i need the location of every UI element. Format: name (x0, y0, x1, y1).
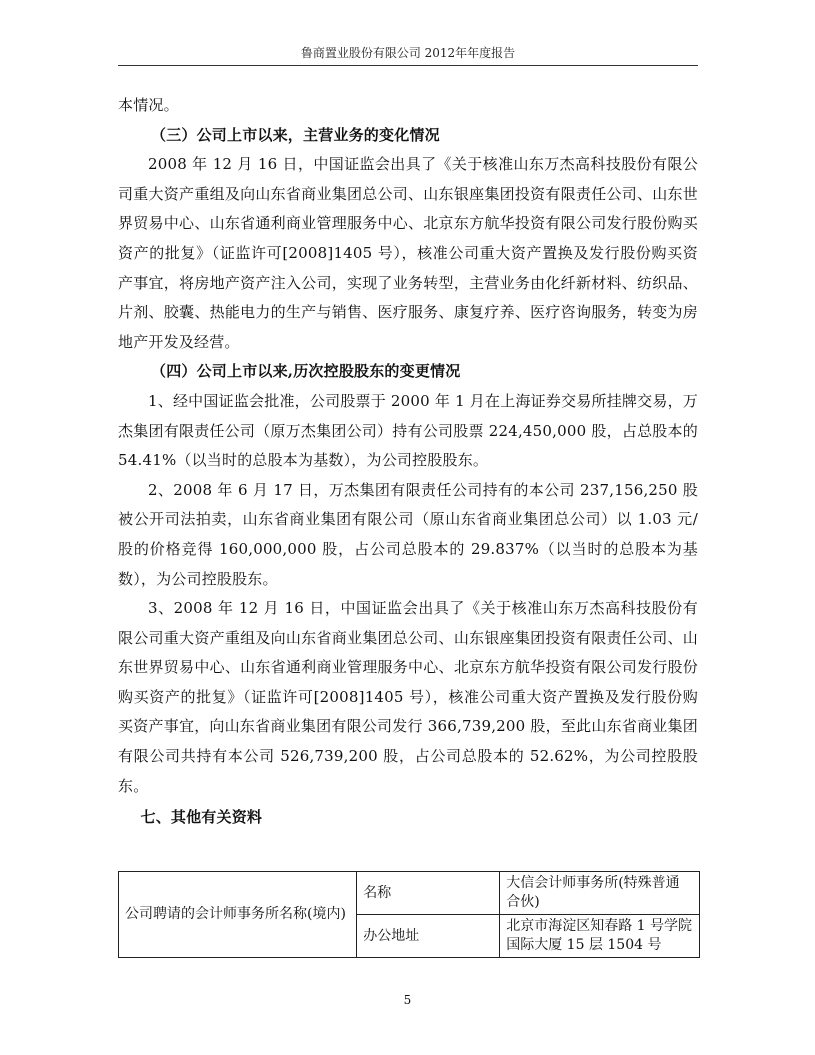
paragraph-continuation: 本情况。 (118, 96, 179, 114)
page-number: 5 (403, 993, 412, 1007)
paragraph-shareholder-1: 1、经中国证监会批准，公司股票于 2000 年 1 月在上海证券交易所挂牌交易，万杰集团有限责任公司（原万杰集团公司）持有公司股票 224,450,000 股，占总股本的 54.41%（以当时的总股本为基数），为公司控股股东。 (118, 391, 698, 470)
section-heading-3: （三）公司上市以来，主营业务的变化情况 (151, 125, 440, 144)
report-header: 鲁商置业股份有限公司 2012年年度报告 (300, 46, 516, 60)
paragraph-business-change: 2008 年 12 月 16 日，中国证监会出具了《关于核准山东万杰高科技股份有限公司重大资产重组及向山东省商业集团总公司、山东银座集团投资有限责任公司、山东世界贸易中心、山东省通利商业管理服务中心、北京东方航华投资有限公司发行股份购买资产的批复》（证监许可[2008]1405 号），核准公司重大资产置换及发行股份购买资产事宜，将房地产资产注入公司，实现了业务转型，主营业务由化纤新材料、纺织品、片剂、胶囊、热能电力的生产与销售、医疗服务、康复疗养、医疗咨询服务，转变为房地产开发及经营。 (118, 155, 698, 351)
paragraph-shareholder-3: 3、2008 年 12 月 16 日，中国证监会出具了《关于核准山东万杰高科技股份有限公司重大资产重组及向山东省商业集团总公司、山东银座集团投资有限责任公司、山东世界贸易中心、山东省通利商业管理服务中心、北京东方航华投资有限公司发行股份购买资产的批复》（证监许可[2008]1405 号），核准公司重大资产置换及发行股份购买资产事宜，向山东省商业集团有限公司发行 366,739,200 股，至此山东省商业集团有限公司共持有本公司 526,739,200 股，占公司总股本的 52.62%，为公司控股股东。 (118, 599, 698, 795)
header-divider (118, 65, 698, 66)
firm-address-value: 北京市海淀区知春路 1 号学院国际大厦 15 层 1504 号 (500, 915, 700, 958)
accounting-firm-table (118, 871, 700, 958)
section-heading-4: （四）公司上市以来,历次控股股东的变更情况 (151, 362, 461, 381)
accounting-firm-label: 公司聘请的会计师事务所名称(境内) (119, 872, 357, 958)
paragraph-shareholder-2: 2、2008 年 6 月 17 日，万杰集团有限责任公司持有的本公司 237,156,250 股被公开司法拍卖，山东省商业集团有限公司（原山东省商业集团总公司）以 1.03 元/股的价格竞得 160,000,000 股，占公司总股本的 29.837%（以当时的总股本为基数），为公司控股股东。 (118, 480, 698, 588)
firm-address-label: 办公地址 (357, 915, 500, 958)
table-row (119, 872, 700, 915)
firm-name-label: 名称 (357, 872, 500, 915)
document-body (118, 91, 698, 833)
section-heading-7: 七、其他有关资料 (140, 808, 263, 827)
firm-name-value: 大信会计师事务所(特殊普通合伙) (500, 872, 700, 915)
